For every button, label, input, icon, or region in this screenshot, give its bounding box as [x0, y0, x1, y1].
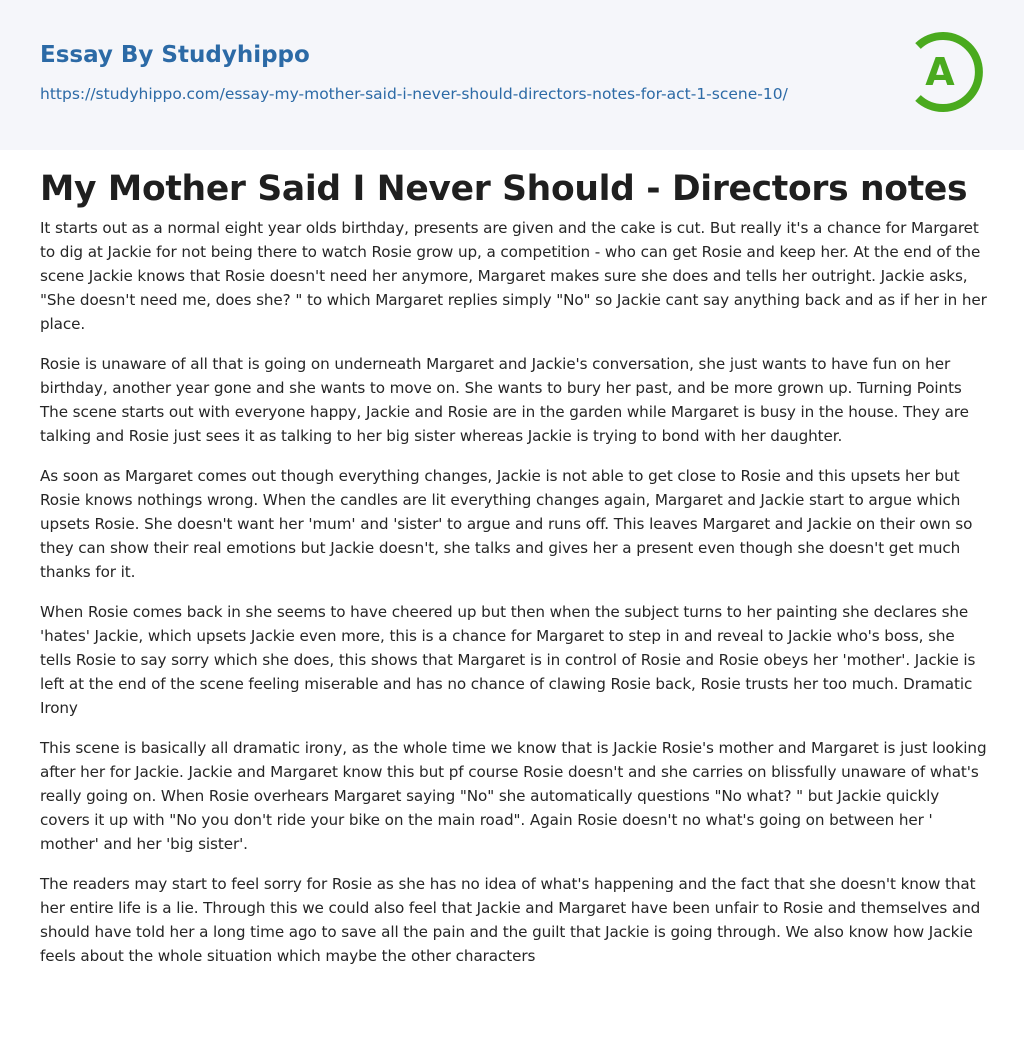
paragraph: It starts out as a normal eight year olds birthday, presents are given and the cake is cut. But really it's a chance for Margaret to dig at Jackie for not being there to watch Rosie grow up, a competition - who can get Rosie and keep her. At the end of the scene Jackie knows that Rosie doesn't need her anymore, Margaret makes sure she does and tells her outright. Jackie asks, "She doesn't need me, does she? " to which Margaret replies simply "No" so Jackie cant say anything back and as if her in her place. — [40, 219, 987, 333]
paragraph: As soon as Margaret comes out though everything changes, Jackie is not able to get close to Rosie and this upsets her but Rosie knows nothings wrong. When the candles are lit everything changes again, Margaret and Jackie start to argue which upsets Rosie. She doesn't want her 'mum' and 'sister' to argue and runs off. This leaves Margaret and Jackie on their own so they can show their real emotions but Jackie doesn't, she talks and gives her a present even though she doesn't get much thanks for it. — [40, 467, 973, 581]
studyhippo-logo-icon[interactable] — [908, 28, 988, 116]
paragraph: When Rosie comes back in she seems to have cheered up but then when the subject turns to her painting she declares she 'hates' Jackie, which upsets Jackie even more, this is a chance for Margaret to step in and reveal to Jackie who's boss, she tells Rosie to say sorry which she does, this shows that Margaret is in control of Rosie and Rosie obeys her 'mother'. Jackie is left at the end of the scene feeling miserable and has no chance of clawing Rosie back, Rosie trusts her too much. Dramatic Irony — [40, 603, 976, 717]
paragraph: Rosie is unaware of all that is going on underneath Margaret and Jackie's conversation, she just wants to have fun on her birthday, another year gone and she wants to move on. She wants to bury her past, and be more grown up. Turning Points The scene starts out with everyone happy, Jackie and Rosie are in the garden while Margaret is busy in the house. They are talking and Rosie just sees it as talking to her big sister whereas Jackie is trying to bond with her daughter. — [40, 355, 969, 445]
paragraph: The readers may start to feel sorry for Rosie as she has no idea of what's happening and the fact that she doesn't know that her entire life is a lie. Through this we could also feel that Jackie and Margaret have been unfair to Rosie and themselves and should have told her a long time ago to save all the pain and the guilt that Jackie is going through. We also know how Jackie feels about the whole situation which maybe the other characters — [40, 875, 981, 965]
article — [40, 168, 988, 984]
paragraph: This scene is basically all dramatic irony, as the whole time we know that is Jackie Rosie's mother and Margaret is just looking after her for Jackie. Jackie and Margaret know this but pf course Rosie doesn't and she carries on blissfully unaware of what's really going on. When Rosie overhears Margaret saying "No" she automatically questions "No what? " but Jackie quickly covers it up with "No you don't ride your bike on the main road". Again Rosie doesn't no what's going on between her ' mother' and her 'big sister'. — [40, 739, 987, 853]
logo-letter: A — [925, 50, 955, 94]
site-title[interactable]: Essay By Studyhippo — [40, 42, 310, 68]
site-header — [0, 0, 1024, 150]
source-url-link[interactable]: https://studyhippo.com/essay-my-mother-said-i-never-should-directors-notes-for-act-1-scene-10/ — [40, 85, 788, 103]
page-title: My Mother Said I Never Should - Directors notes — [40, 169, 968, 209]
